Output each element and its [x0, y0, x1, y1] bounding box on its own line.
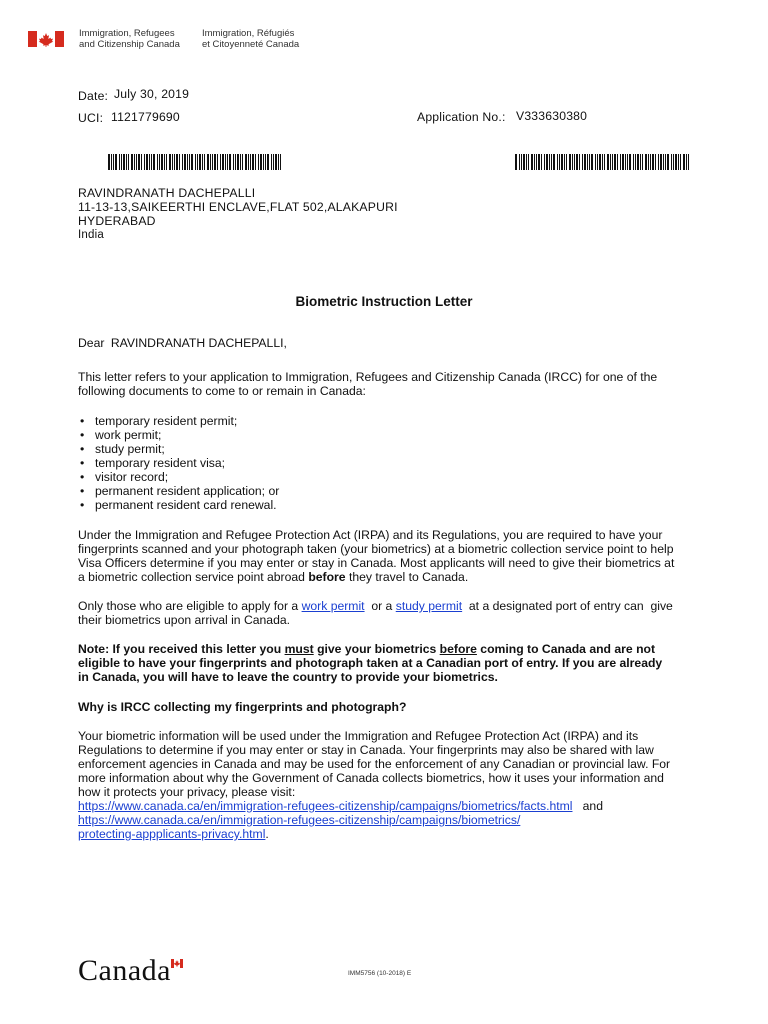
- barcode-bar: [526, 154, 527, 170]
- barcode-bar: [174, 154, 175, 170]
- barcode-bar: [673, 154, 674, 170]
- barcode-bar: [212, 154, 213, 170]
- barcode-bar: [627, 154, 628, 170]
- list-item: • temporary resident visa;: [78, 456, 279, 470]
- why-heading: Why is IRCC collecting my fingerprints and photograph?: [78, 700, 407, 714]
- barcode-bar: [549, 154, 550, 170]
- barcode-bar: [161, 154, 163, 170]
- barcode-bar: [248, 154, 249, 170]
- barcode-bar: [273, 154, 274, 170]
- barcode-bar: [645, 154, 647, 170]
- barcode-bar: [280, 154, 281, 170]
- barcode-bar: [144, 154, 145, 170]
- barcode-bar: [189, 154, 190, 170]
- barcode-bar: [589, 154, 590, 170]
- barcode-bar: [612, 154, 613, 170]
- barcode-bar: [515, 154, 517, 170]
- barcode-bar: [260, 154, 262, 170]
- barcode-bar: [182, 154, 183, 170]
- barcode-bar: [551, 154, 552, 170]
- list-item: • temporary resident permit;: [78, 414, 279, 428]
- barcode-bar: [225, 154, 226, 170]
- barcode-bar: [663, 154, 664, 170]
- list-item: • work permit;: [78, 428, 279, 442]
- barcode-bar: [599, 154, 601, 170]
- barcode-bar: [610, 154, 611, 170]
- barcode-bar: [146, 154, 148, 170]
- barcode-bar: [121, 154, 122, 170]
- barcode-bar: [113, 154, 114, 170]
- eligibility-paragraph: Only those who are eligible to apply for a work permit or a study permit at a designated port of entry can give their biometrics upon arrival in Canada.: [78, 599, 673, 627]
- barcode-bar: [544, 154, 545, 170]
- barcode-bar: [159, 154, 160, 170]
- uci-label: UCI:: [78, 111, 104, 125]
- department-name-en: Immigration, Refugees and Citizenship Canada: [79, 28, 180, 50]
- barcode-bar: [271, 154, 272, 170]
- barcode-bar: [557, 154, 558, 170]
- barcode-bar: [569, 154, 571, 170]
- barcode-bar: [204, 154, 205, 170]
- barcode-bar: [595, 154, 596, 170]
- recipient-name: RAVINDRANATH DACHEPALLI: [78, 186, 256, 200]
- barcode-bar: [153, 154, 155, 170]
- barcode-bar: [665, 154, 666, 170]
- barcode-bar: [123, 154, 125, 170]
- barcode-bar: [633, 154, 634, 170]
- barcode-bar: [265, 154, 266, 170]
- barcode-bar: [141, 154, 142, 170]
- barcode-bar: [582, 154, 583, 170]
- barcode-bar: [686, 154, 687, 170]
- barcode-bar: [191, 154, 193, 170]
- barcode-bar: [561, 154, 563, 170]
- barcode-bar: [176, 154, 178, 170]
- date-label: Date:: [78, 89, 109, 103]
- letter-title: Biometric Instruction Letter: [295, 294, 473, 309]
- address-city: HYDERABAD: [78, 214, 156, 228]
- privacy-link-line2[interactable]: protecting-appplicants-privacy.html: [78, 827, 266, 841]
- work-permit-link[interactable]: work permit: [301, 599, 365, 613]
- barcode-bar: [263, 154, 264, 170]
- greeting-dear: Dear: [78, 336, 105, 350]
- barcode-bar: [214, 154, 216, 170]
- barcode-bar: [275, 154, 277, 170]
- barcode-bar: [134, 154, 135, 170]
- barcode-bar: [538, 154, 540, 170]
- barcode-bar: [149, 154, 150, 170]
- barcode-bar: [202, 154, 203, 170]
- address-country: India: [78, 229, 104, 241]
- barcode-bar: [625, 154, 626, 170]
- barcode-bar: [574, 154, 575, 170]
- barcode-bar: [652, 154, 654, 170]
- barcode-bar: [620, 154, 621, 170]
- barcode-bar: [187, 154, 188, 170]
- date-value: July 30, 2019: [114, 87, 190, 101]
- barcode-bar: [217, 154, 218, 170]
- barcode-bar: [258, 154, 259, 170]
- barcode-bar: [235, 154, 236, 170]
- greeting-name: RAVINDRANATH DACHEPALLI,: [110, 336, 287, 350]
- barcode-bar: [617, 154, 618, 170]
- barcode-bar: [614, 154, 616, 170]
- form-code: IMM5756 (10-2018) E: [348, 970, 412, 977]
- barcode-bar: [566, 154, 567, 170]
- barcode-right: [515, 154, 691, 170]
- barcode-bar: [179, 154, 180, 170]
- wordmark-flag-icon: [171, 959, 183, 968]
- barcode-bar: [210, 154, 211, 170]
- barcode-bar: [688, 154, 689, 170]
- barcode-bar: [519, 154, 520, 170]
- note-paragraph: Note: If you received this letter you must give your biometrics before coming to Canada and are not eligible to have your fingerprints and photograph taken at a Canadian port of entry. If you are already in Canada, you will have to leave the country to provide your biometrics.: [78, 642, 663, 684]
- barcode-bar: [128, 154, 129, 170]
- barcode-bar: [572, 154, 573, 170]
- barcode-bar: [131, 154, 133, 170]
- barcode-bar: [584, 154, 586, 170]
- barcode-bar: [602, 154, 603, 170]
- barcode-bar: [680, 154, 681, 170]
- barcode-bar: [629, 154, 631, 170]
- barcode-bar: [199, 154, 201, 170]
- barcode-bar: [637, 154, 639, 170]
- barcode-bar: [229, 154, 231, 170]
- barcode-bar: [675, 154, 677, 170]
- barcode-bar: [650, 154, 651, 170]
- barcode-bar: [541, 154, 542, 170]
- barcode-bar: [278, 154, 279, 170]
- barcode-bar: [138, 154, 140, 170]
- barcode-bar: [523, 154, 525, 170]
- barcode-bar: [640, 154, 641, 170]
- barcode-bar: [521, 154, 522, 170]
- barcode-bar: [576, 154, 578, 170]
- barcode-bar: [635, 154, 636, 170]
- barcode-bar: [136, 154, 137, 170]
- barcode-bar: [648, 154, 649, 170]
- barcode-bar: [227, 154, 228, 170]
- barcode-bar: [169, 154, 171, 170]
- greeting: [78, 336, 287, 350]
- barcode-bar: [157, 154, 158, 170]
- application-number-value: V333630380: [516, 109, 588, 123]
- list-item: • study permit;: [78, 442, 279, 456]
- barcode-left: [108, 154, 284, 170]
- barcode-bar: [536, 154, 537, 170]
- barcode-bar: [658, 154, 659, 170]
- barcode-bar: [642, 154, 643, 170]
- barcode-bar: [195, 154, 196, 170]
- uci-value: 1121779690: [111, 110, 180, 124]
- barcode-bar: [683, 154, 685, 170]
- barcode-bar: [233, 154, 234, 170]
- barcode-bar: [587, 154, 588, 170]
- privacy-link-line1[interactable]: https://www.canada.ca/en/immigration-refugees-citizenship/campaigns/biometrics/: [78, 813, 521, 827]
- barcode-bar: [164, 154, 165, 170]
- barcode-bar: [207, 154, 209, 170]
- barcode-bar: [597, 154, 598, 170]
- barcode-bar: [655, 154, 656, 170]
- study-permit-link[interactable]: study permit: [395, 599, 463, 613]
- irpa-paragraph: Under the Immigration and Refugee Protection Act (IRPA) and its Regulations, you are required to have your fingerprints scanned and your photograph taken (your biometrics) at a biometric collection service point to help Visa Officers determine if you may enter or stay in Canada. Most applicants will need to give their biometrics at a biometric collection service point abroad before they travel to Canada.: [78, 528, 675, 584]
- canada-wordmark: Canada: [78, 954, 171, 987]
- barcode-bar: [531, 154, 533, 170]
- barcode-bar: [591, 154, 593, 170]
- barcode-bar: [197, 154, 198, 170]
- barcode-bar: [671, 154, 672, 170]
- barcode-bar: [534, 154, 535, 170]
- barcode-bar: [622, 154, 624, 170]
- department-name-fr: Immigration, Réfugiés et Citoyenneté Canada: [202, 28, 300, 50]
- barcode-bar: [108, 154, 110, 170]
- barcode-bar: [242, 154, 243, 170]
- barcode-bar: [255, 154, 256, 170]
- barcode-bar: [607, 154, 609, 170]
- canada-flag-icon: [28, 31, 64, 47]
- barcode-bar: [667, 154, 669, 170]
- barcode-bar: [119, 154, 120, 170]
- barcode-bar: [678, 154, 679, 170]
- barcode-bar: [111, 154, 112, 170]
- barcode-bar: [166, 154, 167, 170]
- barcode-bar: [220, 154, 221, 170]
- barcode-bar: [660, 154, 662, 170]
- barcode-bar: [126, 154, 127, 170]
- document-list: [78, 414, 279, 512]
- biometrics-facts-link[interactable]: https://www.canada.ca/en/immigration-refugees-citizenship/campaigns/biometrics/facts.html: [78, 799, 573, 813]
- intro-paragraph: This letter refers to your application to Immigration, Refugees and Citizenship Canada (IRCC) for one of the following documents to come to or remain in Canada:: [78, 370, 658, 398]
- barcode-bar: [604, 154, 605, 170]
- barcode-bar: [546, 154, 548, 170]
- list-item: • visitor record;: [78, 470, 279, 484]
- application-number-label: Application No.:: [417, 110, 506, 124]
- list-item: • permanent resident card renewal.: [78, 498, 279, 512]
- barcode-bar: [237, 154, 239, 170]
- barcode-bar: [252, 154, 254, 170]
- barcode-bar: [184, 154, 186, 170]
- list-item: • permanent resident application; or: [78, 484, 279, 498]
- barcode-bar: [151, 154, 152, 170]
- address-street: 11-13-13,SAIKEERTHI ENCLAVE,FLAT 502,ALAKAPURI: [78, 200, 398, 214]
- barcode-bar: [245, 154, 247, 170]
- barcode-bar: [267, 154, 269, 170]
- recipient-address: [78, 186, 398, 242]
- barcode-bar: [559, 154, 560, 170]
- barcode-bar: [564, 154, 565, 170]
- why-paragraph: Your biometric information will be used under the Immigration and Refugee Protection Act (IRPA) and its Regulations to determine if you may enter or stay in Canada. Your fingerprints may also be shared with law enforcement agencies in Canada and may be used for the enforcement of any Canadian or provincial law. For more information about why the Government of Canada collects biometrics, how it uses your information and how it protects your privacy, please visit: https://www.canada.ca/en/immigration-refugees-citizenship/campaigns/biometrics/facts.html and https://www.canada.ca/en/immigration-refugees-citizenship/campaigns/biometrics/ protecting-appplicants-privacy.html.: [78, 729, 671, 841]
- barcode-bar: [172, 154, 173, 170]
- barcode-bar: [250, 154, 251, 170]
- barcode-bar: [222, 154, 224, 170]
- barcode-bar: [579, 154, 580, 170]
- barcode-bar: [528, 154, 529, 170]
- barcode-bar: [115, 154, 117, 170]
- barcode-bar: [240, 154, 241, 170]
- barcode-bar: [553, 154, 555, 170]
